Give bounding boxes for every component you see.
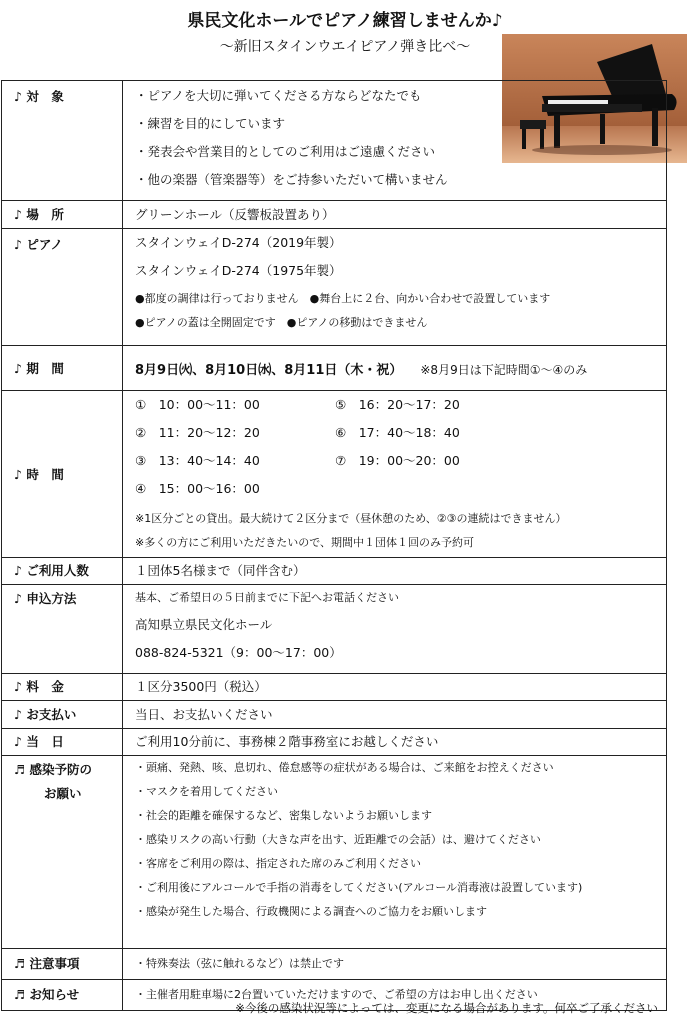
label-fee: ♪ 料 金	[2, 674, 123, 701]
target-line: ・ピアノを大切に弾いてくださる方ならどなたでも	[135, 88, 422, 103]
time-slot: ⑥ 17：40～18：40	[335, 425, 460, 440]
row-capacity	[2, 558, 667, 585]
page-subtitle: ～新旧スタインウエイピアノ弾き比べ～	[219, 39, 471, 55]
label-day: ♪ 当 日	[2, 729, 123, 756]
infection-line: ・頭痛、発熱、咳、息切れ、倦怠感等の症状がある場合は、ご来館をお控えください	[135, 761, 554, 774]
period-dates: 8月9日㈫、8月10日㈬、8月11日（木・祝）	[135, 362, 403, 378]
row-period	[2, 346, 667, 391]
time-slots-right	[335, 391, 535, 503]
label-place: ♪ 場 所	[2, 201, 123, 229]
label-notice: ♬ お知らせ	[2, 980, 123, 1011]
value-notice: ・主催者用駐車場に2台置いていただけますので、ご希望の方はお申し出ください	[123, 980, 667, 1011]
row-target	[2, 81, 667, 201]
label-period: ♪ 期 間	[2, 346, 123, 391]
row-payment	[2, 701, 667, 729]
apply-line: 高知県立県民文化ホール	[135, 617, 273, 632]
value-infection	[123, 756, 667, 949]
row-time	[2, 391, 667, 558]
label-infection	[2, 756, 123, 949]
value-apply	[123, 585, 667, 674]
value-payment: 当日、お支払いください	[123, 701, 667, 729]
period-note: ※8月9日は下記時間①～④のみ	[420, 362, 588, 377]
infection-line: ・社会的距離を確保するなど、密集しないようお願いします	[135, 809, 432, 822]
value-fee: １区分3500円（税込）	[123, 674, 667, 701]
time-slot: ① 10：00～11：00	[135, 397, 260, 412]
label-apply: ♪ 申込方法	[2, 585, 123, 674]
label-capacity: ♪ ご利用人数	[2, 558, 123, 585]
time-note: ※1区分ごとの貸出。最大続けて２区分まで（昼休憩のため、②③の連続はできません）	[135, 512, 567, 525]
row-place	[2, 201, 667, 229]
info-table	[1, 80, 667, 1011]
time-slot: ⑦ 19：00～20：00	[335, 453, 460, 468]
time-slot: ② 11：20～12：20	[135, 425, 260, 440]
target-line: ・他の楽器（管楽器等）をご持参いただいて構いません	[135, 172, 448, 187]
apply-phone: 088-824-5321（9：00～17：00）	[135, 645, 342, 660]
row-piano	[2, 229, 667, 346]
apply-line: 基本、ご希望日の５日前までに下記へお電話ください	[135, 591, 399, 604]
infection-line: ・感染リスクの高い行動（大きな声を出す、近距離での会話）は、避けてください	[135, 833, 541, 846]
target-line: ・練習を目的にしています	[135, 116, 286, 131]
piano-note: ●ピアノの蓋は全開固定です ●ピアノの移動はできません	[135, 316, 428, 329]
label-infection-2: お願い	[44, 786, 82, 801]
target-line: ・発表会や営業目的としてのご利用はご遠慮ください	[135, 144, 436, 159]
value-target	[123, 81, 667, 201]
time-note: ※多くの方にご利用いただきたいので、期間中１団体１回のみ予約可	[135, 536, 474, 549]
page-title: 県民文化ホールでピアノ練習しませんか♪	[187, 11, 503, 31]
infection-line: ・ご利用後にアルコールで手指の消毒をしてください(アルコール消毒液は設置しています)	[135, 881, 583, 894]
row-fee	[2, 674, 667, 701]
value-place: グリーンホール（反響板設置あり）	[123, 201, 667, 229]
row-day	[2, 729, 667, 756]
piano-note: ●都度の調律は行っておりません ●舞台上に２台、向かい合わせで設置しています	[135, 292, 551, 305]
label-piano: ♪ ピアノ	[2, 229, 123, 346]
piano-line: スタインウェイD-274（2019年製）	[135, 235, 342, 250]
row-caution	[2, 949, 667, 980]
row-infection	[2, 756, 667, 949]
value-period	[123, 346, 667, 391]
value-piano	[123, 229, 667, 346]
infection-line: ・感染が発生した場合、行政機関による調査へのご協力をお願いします	[135, 905, 487, 918]
infection-line: ・マスクを着用してください	[135, 785, 278, 798]
time-slot: ④ 15：00～16：00	[135, 481, 260, 496]
value-time	[123, 391, 667, 558]
label-caution: ♬ 注意事項	[2, 949, 123, 980]
label-infection-1: ♬ 感染予防の	[14, 762, 93, 777]
time-slot: ⑤ 16：20～17：20	[335, 397, 460, 412]
row-apply	[2, 585, 667, 674]
piano-line: スタインウェイD-274（1975年製）	[135, 263, 342, 278]
time-slots-left	[135, 391, 335, 503]
infection-line: ・客席をご利用の際は、指定された席のみご利用ください	[135, 857, 421, 870]
label-target: ♪ 対 象	[2, 81, 123, 201]
label-payment: ♪ お支払い	[2, 701, 123, 729]
label-time: ♪ 時 間	[2, 391, 123, 558]
time-slot-grid	[135, 391, 666, 503]
time-slot: ③ 13：40～14：40	[135, 453, 260, 468]
value-day: ご利用10分前に、事務棟２階事務室にお越しください	[123, 729, 667, 756]
footer-note: ※今後の感染状況等によっては、変更になる場合があります。何卒ご了承ください	[235, 1001, 658, 1015]
value-capacity: １団体5名様まで（同伴含む）	[123, 558, 667, 585]
value-caution: ・特殊奏法（弦に触れるなど）は禁止です	[123, 949, 667, 980]
